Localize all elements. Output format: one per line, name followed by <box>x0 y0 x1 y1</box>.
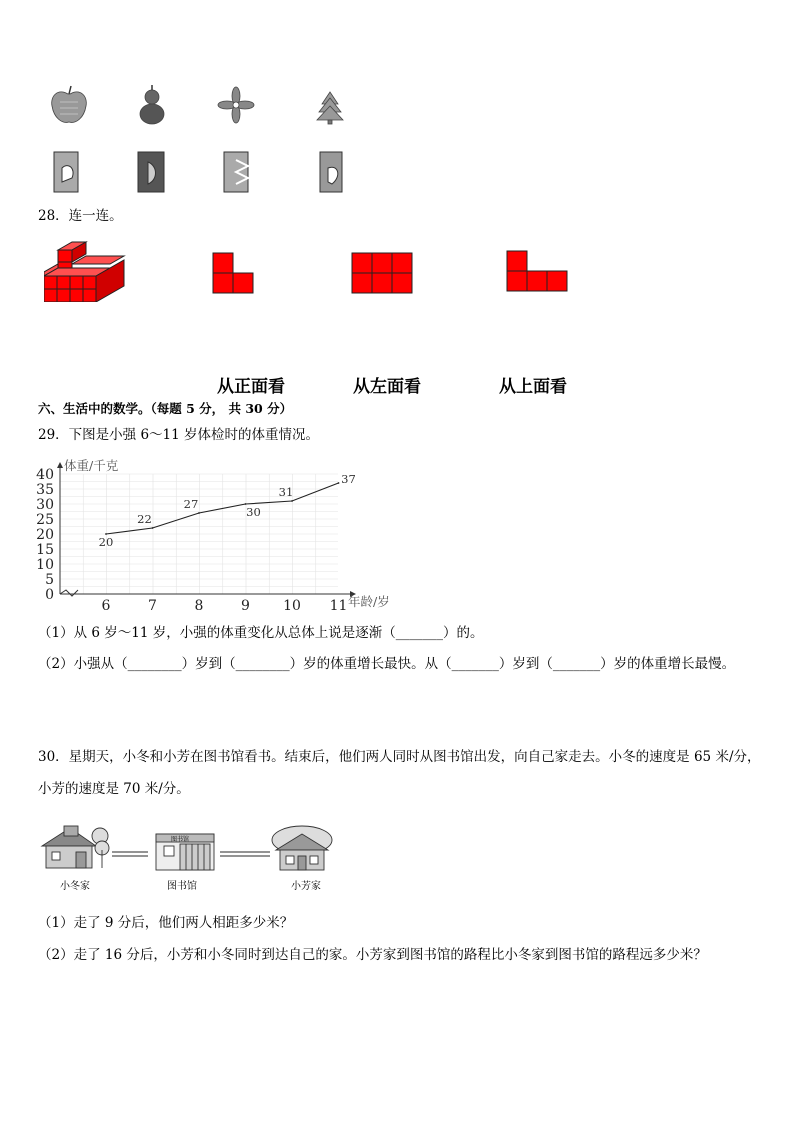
road-connector-1 <box>112 852 148 856</box>
folded-paper-2-icon <box>138 152 164 192</box>
x-axis-label: 年龄/岁 <box>348 594 390 609</box>
data-label: 37 <box>341 472 356 486</box>
q29-sub1: （1）从 6 岁～11 岁，小强的体重变化从总体上说是逐渐（_______）的。 <box>38 625 484 641</box>
gourd-icon <box>140 85 164 124</box>
x-tick-label: 11 <box>329 598 348 614</box>
x-tick-label: 6 <box>101 598 111 614</box>
series-point <box>338 482 340 484</box>
axis-break-mark <box>60 590 78 596</box>
road-connector-2 <box>220 852 270 856</box>
chart-series <box>105 482 339 535</box>
folded-paper-3-icon <box>224 152 248 192</box>
q30-sub1: （1）走了 9 分后，他们两人相距多少米？ <box>38 915 294 931</box>
section6-heading: 六、生活中的数学。（每题 5 分， 共 30 分） <box>38 401 293 416</box>
xiaodong-home-label: 小冬家 <box>60 881 90 892</box>
weight-line-chart <box>34 458 414 614</box>
chart-axes <box>57 462 356 597</box>
q28-title: 28．连一连。 <box>38 208 123 224</box>
series-point <box>152 527 154 529</box>
y-tick-label: 5 <box>45 572 54 588</box>
folded-paper-1-icon <box>54 152 78 192</box>
pine-tree-icon <box>317 92 343 124</box>
library-sign: 图书馆 <box>171 836 190 843</box>
data-labels <box>99 472 356 549</box>
x-tick-labels <box>102 598 348 614</box>
apple-icon <box>52 86 87 122</box>
data-label: 27 <box>183 497 199 511</box>
y-tick-label: 25 <box>36 512 54 528</box>
x-tick-label: 10 <box>283 598 301 614</box>
y-axis-arrow <box>57 462 63 468</box>
flower-icon <box>218 87 254 123</box>
q30-sub2: （2）走了 16 分后，小芳和小冬同时到达自己的家。小芳家到图书馆的路程比小冬家到图书馆的路程远多少米？ <box>38 947 707 963</box>
xiaodong-house-icon <box>42 826 109 868</box>
left-view-label: 从左面看 <box>353 377 421 397</box>
q30-line2: 小芳的速度是 70 米/分。 <box>38 781 190 797</box>
y-tick-label: 30 <box>36 497 54 513</box>
y-axis-label: 体重/千克 <box>64 458 119 473</box>
data-label: 22 <box>137 512 152 526</box>
series-point <box>198 512 200 514</box>
chart-grid <box>60 474 338 594</box>
xiaofang-home-label: 小芳家 <box>291 881 321 892</box>
front-view-label: 从正面看 <box>217 377 285 397</box>
paper-cut-figures <box>40 82 370 197</box>
data-label: 20 <box>98 535 114 549</box>
view-shape-a <box>212 252 256 296</box>
q29-prompt: 29．下图是小强 6～11 岁体检时的体重情况。 <box>38 427 320 443</box>
view-shape-b <box>351 252 413 296</box>
x-tick-label: 8 <box>194 598 204 614</box>
cube-solid-3d <box>44 240 128 302</box>
y-tick-label: 35 <box>36 482 54 498</box>
y-tick-label: 10 <box>36 557 54 573</box>
data-label: 30 <box>246 505 261 519</box>
series-point <box>291 500 293 502</box>
y-tick-labels <box>36 467 54 603</box>
y-tick-label: 0 <box>45 587 54 603</box>
q29-sub2: （2）小强从（________）岁到（________）岁的体重增长最快。从（_______）岁到（_______）岁的体重增长最慢。 <box>38 656 736 672</box>
x-tick-label: 7 <box>148 598 157 614</box>
q30-line1: 30．星期天，小冬和小芳在图书馆看书。结束后，他们两人同时从图书馆出发，向自己家走去。小冬的速度是 65 米/分， <box>38 749 761 765</box>
y-tick-label: 15 <box>36 542 54 558</box>
x-tick-label: 9 <box>241 598 250 614</box>
xiaofang-house-icon <box>272 826 332 870</box>
y-tick-label: 40 <box>36 467 54 483</box>
folded-paper-4-icon <box>320 152 342 192</box>
data-label: 31 <box>278 485 294 499</box>
view-shape-c <box>506 250 570 294</box>
y-tick-label: 20 <box>36 527 54 543</box>
library-label: 图书馆 <box>167 881 197 892</box>
top-view-label: 从上面看 <box>499 377 567 397</box>
